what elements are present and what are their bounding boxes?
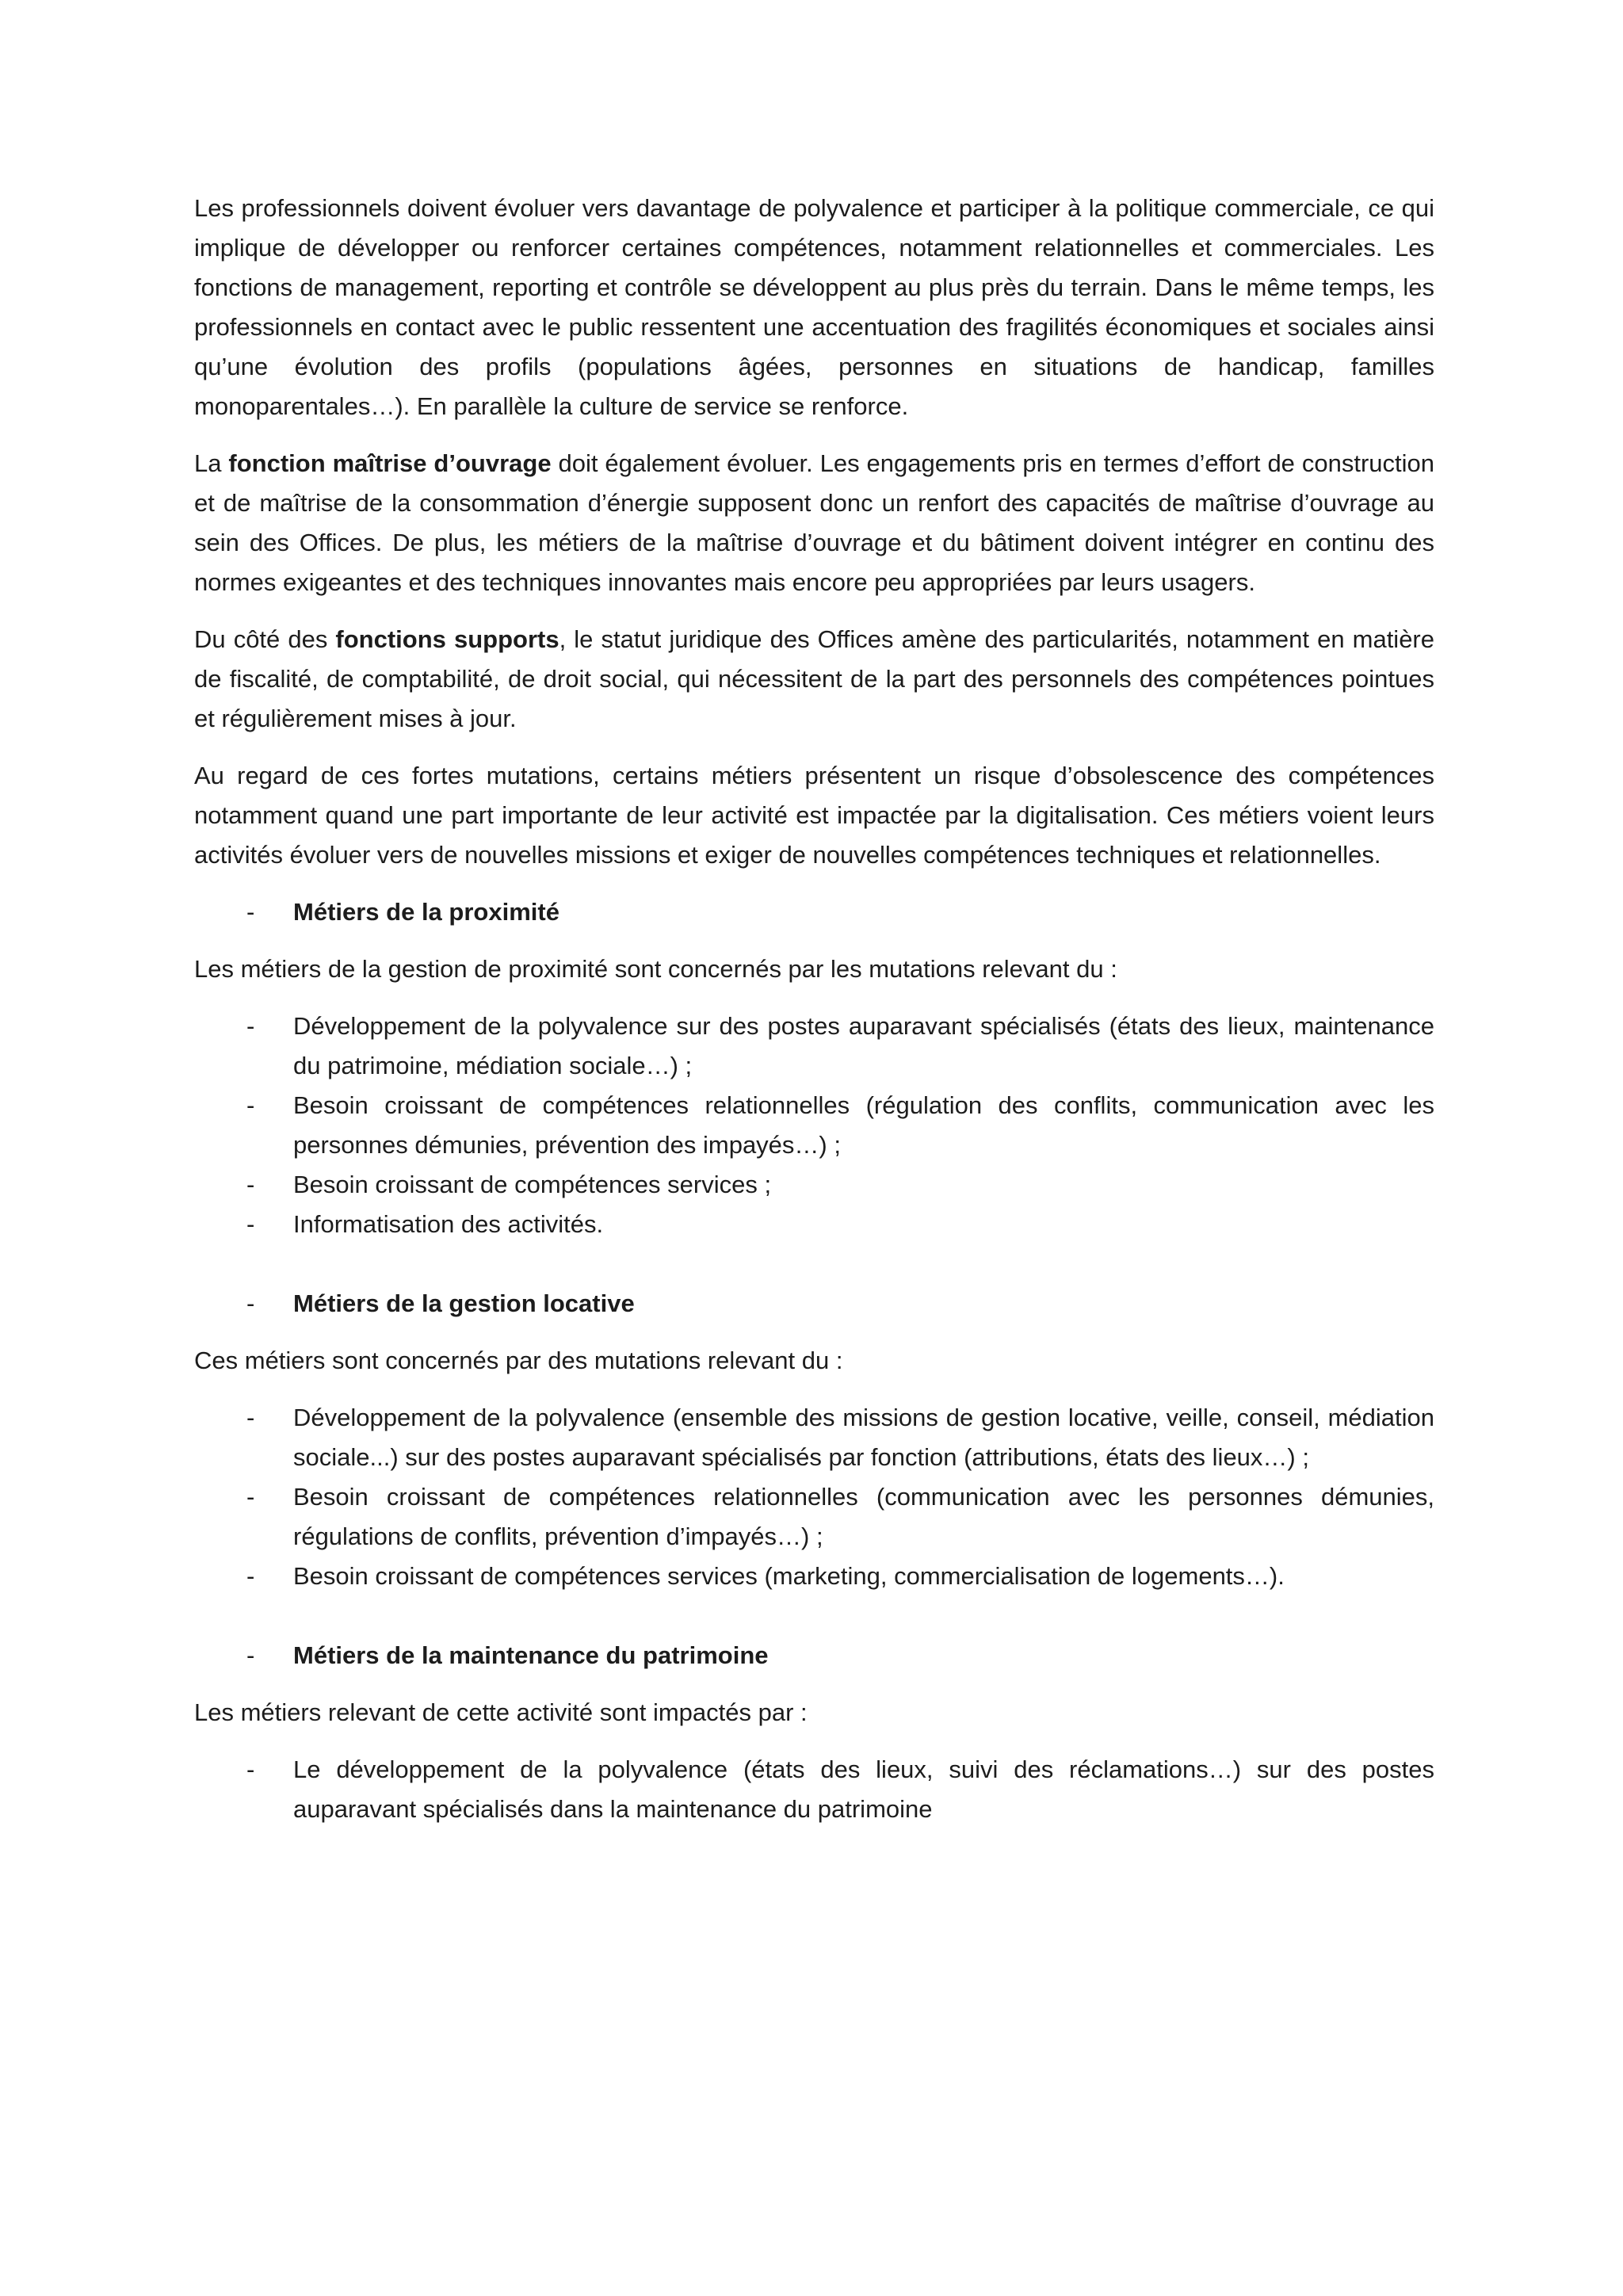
text-run: La	[194, 449, 229, 477]
dash-marker: -	[246, 1210, 255, 1238]
list-item	[194, 1398, 1434, 1477]
bold-term: fonctions supports	[335, 625, 559, 653]
dash-marker: -	[246, 1012, 255, 1040]
list-item-text: Le développement de la polyvalence (états des lieux, suivi des réclamations…) sur des postes auparavant spécialisés dans la maintenance du patrimoine	[293, 1755, 1434, 1823]
list-item	[194, 1750, 1434, 1829]
paragraph-maitrise-ouvrage	[194, 444, 1434, 602]
text-run: doit également évoluer. Les engagements pris en termes d’effort de construction et de maîtrise de la consommation d’énergie supposent donc un renfort des capacités de maîtrise d’ouvrage au sein des Offices. De plus, les métiers de la maîtrise d’ouvrage et du bâtiment doivent intégrer en continu des normes exigeantes et des techniques innovantes mais encore peu appropriées par leurs usagers.	[194, 449, 1434, 596]
list-item	[194, 1477, 1434, 1557]
dash-marker: -	[246, 1289, 255, 1317]
list-item	[194, 1007, 1434, 1086]
dash-marker: -	[246, 1483, 255, 1511]
dash-marker: -	[246, 898, 255, 926]
list-item	[194, 1557, 1434, 1596]
list-item-text: Développement de la polyvalence sur des postes auparavant spécialisés (états des lieux, maintenance du patrimoine, médiation sociale…) ;	[293, 1012, 1434, 1079]
list-item-text: Informatisation des activités.	[293, 1210, 604, 1238]
paragraph-obsolescence: Au regard de ces fortes mutations, certains métiers présentent un risque d’obsolescence des compétences notamment quand une part importante de leur activité est impactée par la digitalisation. Ces métiers voient leurs activités évoluer vers de nouvelles missions et exiger de nouvelles compétences techniques et relationnelles.	[194, 762, 1434, 869]
text-run: , le statut juridique des Offices amène des particularités, notamment en matière de fiscalité, de comptabilité, de droit social, qui nécessitent de la part des personnels des compétences pointues et régulièrement mises à jour.	[194, 625, 1434, 732]
dash-marker: -	[246, 1171, 255, 1198]
heading-text: Métiers de la maintenance du patrimoine	[293, 1641, 769, 1669]
heading-text: Métiers de la gestion locative	[293, 1289, 635, 1317]
dash-marker: -	[246, 1755, 255, 1783]
list-item-text: Besoin croissant de compétences relationnelles (communication avec les personnes démunies, régulations de conflits, prévention d’impayés…) ;	[293, 1483, 1434, 1550]
list-item-text: Développement de la polyvalence (ensemble des missions de gestion locative, veille, conseil, médiation sociale...) sur des postes auparavant spécialisés par fonction (attributions, états des lieux…) ;	[293, 1404, 1434, 1471]
text-run: Du côté des	[194, 625, 336, 653]
dash-marker: -	[246, 1091, 255, 1119]
section-heading-maintenance	[194, 1636, 1434, 1675]
document-page	[194, 189, 1434, 1829]
bold-term: fonction maîtrise d’ouvrage	[228, 449, 552, 477]
section-intro: Ces métiers sont concernés par des mutations relevant du :	[194, 1347, 843, 1374]
heading-text: Métiers de la proximité	[293, 898, 559, 926]
paragraph-polyvalence: Les professionnels doivent évoluer vers davantage de polyvalence et participer à la politique commerciale, ce qui implique de développer ou renforcer certaines compétences, notamment relationnelles et commerciales. Les fonctions de management, reporting et contrôle se développent au plus près du terrain. Dans le même temps, les professionnels en contact avec le public ressentent une accentuation des fragilités économiques et sociales ainsi qu’une évolution des profils (populations âgées, personnes en situations de handicap, familles monoparentales…). En parallèle la culture de service se renforce.	[194, 194, 1434, 420]
bullet-list	[194, 1750, 1434, 1829]
dash-marker: -	[246, 1562, 255, 1590]
dash-marker: -	[246, 1641, 255, 1669]
bullet-list	[194, 1007, 1434, 1244]
list-item	[194, 1086, 1434, 1165]
list-item	[194, 1205, 1434, 1244]
paragraph-fonctions-supports	[194, 620, 1434, 739]
section-intro: Les métiers de la gestion de proximité sont concernés par les mutations relevant du :	[194, 955, 1117, 983]
dash-marker: -	[246, 1404, 255, 1431]
bullet-list	[194, 1398, 1434, 1596]
list-item	[194, 1165, 1434, 1205]
section-intro: Les métiers relevant de cette activité sont impactés par :	[194, 1698, 808, 1726]
list-item-text: Besoin croissant de compétences services ;	[293, 1171, 772, 1198]
section-heading-gestion-locative	[194, 1284, 1434, 1324]
section-heading-proximite	[194, 892, 1434, 932]
list-item-text: Besoin croissant de compétences relationnelles (régulation des conflits, communication avec les personnes démunies, prévention des impayés…) ;	[293, 1091, 1434, 1159]
list-item-text: Besoin croissant de compétences services (marketing, commercialisation de logements…).	[293, 1562, 1285, 1590]
